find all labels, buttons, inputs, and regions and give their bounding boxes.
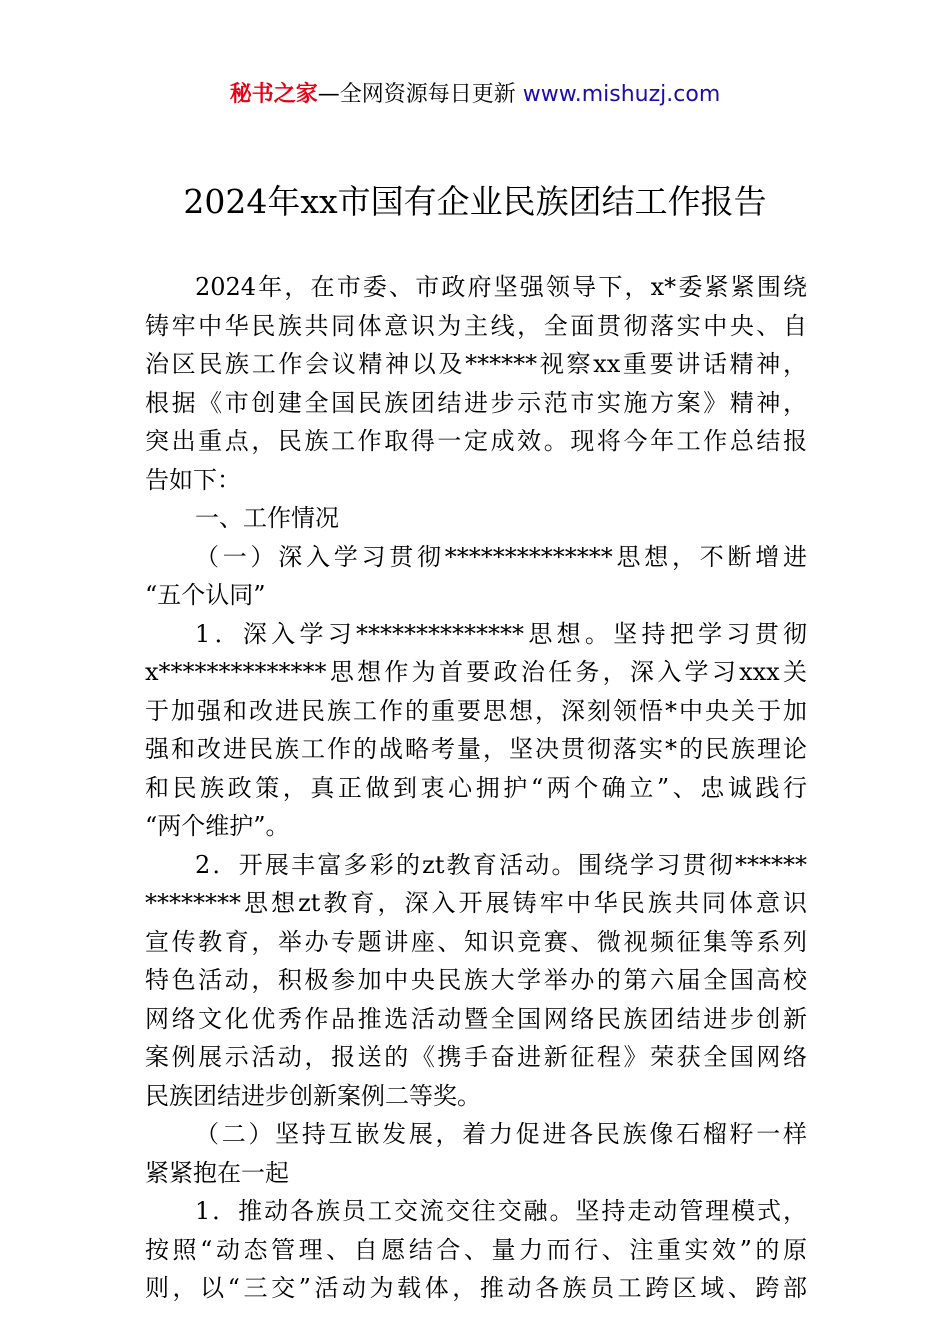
body-line: 强和改进民族工作的战略考量，坚决贯彻落实*的民族理论 — [145, 735, 807, 763]
body-line: 一、工作情况 — [195, 504, 339, 532]
body-line: 2．开展丰富多彩的zt教育活动。围绕学习贯彻****** — [195, 850, 807, 879]
body-line: x**************思想作为首要政治任务，深入学习xxx关 — [145, 658, 807, 686]
site-tagline: —全网资源每日更新 — [317, 82, 523, 107]
body-line: 1．推动各族员工交流交往交融。坚持走动管理模式， — [195, 1197, 807, 1225]
body-line: 告如下： — [145, 465, 241, 494]
body-line: （二）坚持互嵌发展，着力促进各民族像石榴籽一样 — [195, 1120, 807, 1148]
body-line: “五个认同” — [145, 581, 266, 609]
site-url-link[interactable]: www.mishuzj.com — [522, 82, 721, 107]
body-line: 治区民族工作会议精神以及******视察xx重要讲话精神， — [145, 350, 807, 378]
body-line: 突出重点，民族工作取得一定成效。现将今年工作总结报 — [145, 427, 807, 455]
site-header — [0, 78, 950, 112]
body-line: 特色活动，积极参加中央民族大学举办的第六届全国高校 — [145, 966, 807, 994]
body-line: 和民族政策，真正做到衷心拥护“两个确立”、忠诚践行 — [145, 773, 807, 802]
site-brand: 秘书之家 — [229, 82, 318, 107]
body-line: 网络文化优秀作品推选活动暨全国网络民族团结进步创新 — [145, 1004, 807, 1033]
body-line: 民族团结进步创新案例二等奖。 — [145, 1081, 481, 1110]
body-line: 宣传教育，举办专题讲座、知识竞赛、微视频征集等系列 — [145, 927, 807, 956]
document-title: 2024年xx市国有企业民族团结工作报告 — [183, 182, 767, 221]
body-line: 紧紧抱在一起 — [145, 1158, 289, 1187]
body-line: 于加强和改进民族工作的重要思想，深刻领悟*中央关于加 — [145, 696, 807, 725]
body-line: 则，以“三交”活动为载体，推动各族员工跨区域、跨部 — [145, 1274, 807, 1302]
document-body — [145, 268, 807, 1308]
body-line: “两个维护”。 — [145, 812, 290, 840]
body-line: 1．深入学习**************思想。坚持把学习贯彻 — [195, 619, 807, 648]
body-line: 按照“动态管理、自愿结合、量力而行、注重实效”的原 — [145, 1235, 807, 1264]
body-line: ********思想zt教育，深入开展铸牢中华民族共同体意识 — [145, 889, 807, 917]
body-line: 案例展示活动，报送的《携手奋进新征程》荣获全国网络 — [145, 1043, 807, 1071]
body-line: 铸牢中华民族共同体意识为主线，全面贯彻落实中央、自 — [145, 311, 807, 340]
body-line: （一）深入学习贯彻**************思想，不断增进 — [195, 542, 807, 571]
body-line: 根据《市创建全国民族团结进步示范市实施方案》精神， — [145, 388, 807, 417]
body-line: 2024年，在市委、市政府坚强领导下，x*委紧紧围绕 — [195, 273, 807, 301]
